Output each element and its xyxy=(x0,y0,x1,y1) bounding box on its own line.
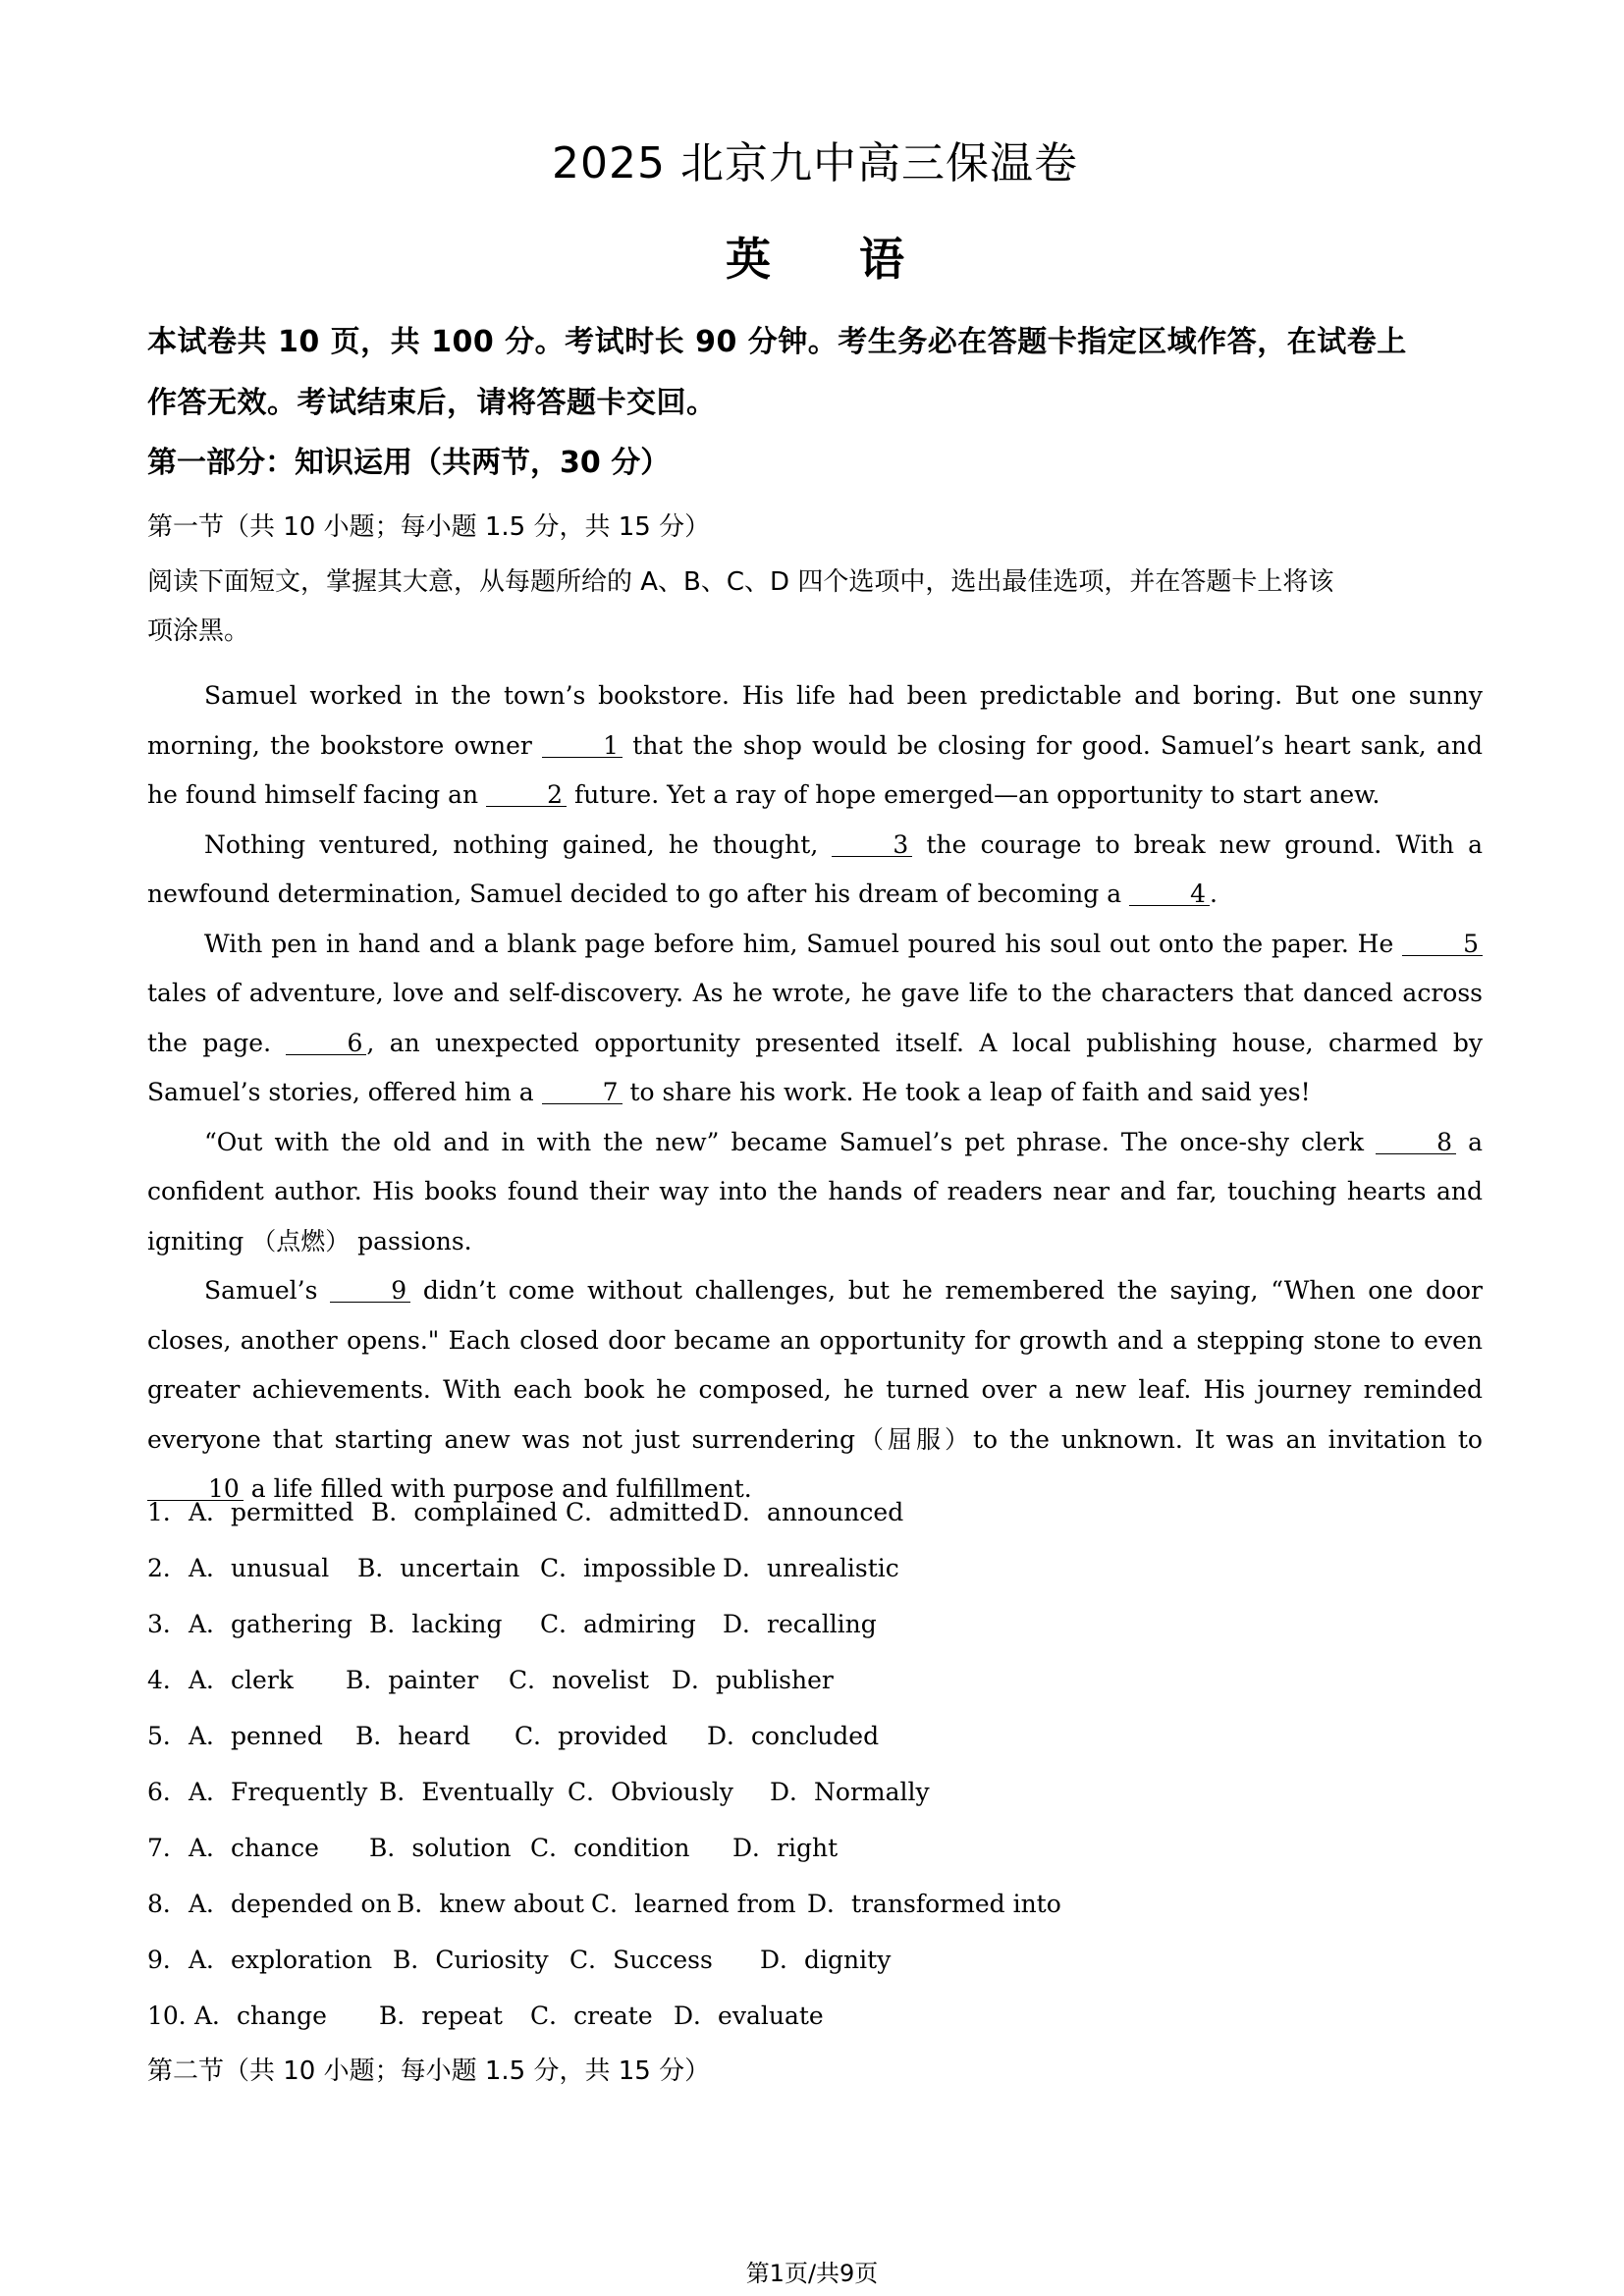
passage-text: the courage to break new ground. With a newfound determination, Samuel decided to go after his dream of becoming a xyxy=(147,829,1483,908)
passage-text: didn’t come without challenges, but he remembered the saying, “When one door closes, another opens." Each closed door became an opportunity for growth and a stepping stone to even greater achievements. With each book he composed, he turned over a new leaf. His journey reminded everyone that starting anew was not just surrendering（屈服）to the unknown. It was an invitation to xyxy=(147,1276,1483,1454)
instructions-line-1: 本试卷共 10 页，共 100 分。考试时长 90 分钟。考生务必在答题卡指定区域作答，在试卷上 xyxy=(147,325,1407,359)
question-number: 1． xyxy=(147,1498,188,1526)
option-b: B．lacking xyxy=(369,1610,503,1638)
option-d: D．dignity xyxy=(760,1946,892,1974)
blank-5: 5 xyxy=(1402,934,1483,956)
question-number: 4． xyxy=(147,1666,188,1694)
option-d: D．unrealistic xyxy=(723,1554,899,1582)
option-b: B．Eventually xyxy=(379,1778,554,1806)
passage-text: Nothing ventured, nothing gained, he thought, xyxy=(204,829,833,859)
option-a: A．penned xyxy=(189,1722,323,1750)
option-a: A．clerk xyxy=(189,1666,294,1694)
passage-text: that the shop would be closing for good. Samuel’s heart sank, and he found himself facing an xyxy=(147,730,1484,809)
question-row xyxy=(147,1484,1483,1540)
option-a: A．change xyxy=(194,2002,327,2030)
option-d: D．transformed into xyxy=(807,1890,1061,1918)
passage-text: Samuel’s xyxy=(204,1276,331,1305)
passage-text: to share his work. He took a leap of faith and said yes! xyxy=(622,1078,1311,1106)
option-a: A．Frequently xyxy=(189,1778,368,1806)
question-number: 3． xyxy=(147,1610,188,1638)
option-c: C．novelist xyxy=(509,1666,650,1694)
question-number: 6． xyxy=(147,1778,188,1806)
blank-3: 3 xyxy=(832,834,912,857)
option-b: B．complained xyxy=(371,1498,558,1526)
part1-heading: 第一部分：知识运用（共两节，30 分） xyxy=(147,446,671,480)
option-c: C．Success xyxy=(569,1946,713,1974)
passage-paragraph-4 xyxy=(147,1118,1483,1267)
passage-paragraph-2 xyxy=(147,821,1483,920)
question-row xyxy=(147,1764,1483,1820)
passage-text: With pen in hand and a blank page before him, Samuel poured his soul out onto the paper. He xyxy=(204,929,1403,958)
question-row xyxy=(147,1652,1483,1708)
option-a: A．gathering xyxy=(189,1610,352,1638)
passage-text: a confident author. His books found their way into the hands of readers near and far, touching hearts and igniting （点燃） passions. xyxy=(147,1127,1483,1255)
option-a: A．unusual xyxy=(189,1554,330,1582)
option-c: C．provided xyxy=(514,1722,669,1750)
section1-heading: 第一节（共 10 小题；每小题 1.5 分，共 15 分） xyxy=(147,512,711,542)
option-d: D．announced xyxy=(723,1498,904,1526)
option-c: C．Obviously xyxy=(568,1778,733,1806)
question-row xyxy=(147,1708,1483,1764)
option-a: A．chance xyxy=(189,1834,319,1862)
section1-directions xyxy=(147,558,1483,656)
blank-10: 10 xyxy=(147,1478,244,1501)
option-d: D．concluded xyxy=(707,1722,880,1750)
exam-page xyxy=(147,0,1483,2296)
blank-2: 2 xyxy=(486,784,567,807)
passage-paragraph-1 xyxy=(147,671,1483,821)
passage-text: “Out with the old and in with the new” became Samuel’s pet phrase. The once-shy clerk xyxy=(204,1127,1377,1156)
question-row xyxy=(147,1820,1483,1876)
blank-9: 9 xyxy=(330,1280,410,1303)
directions-line-1: 阅读下面短文，掌握其大意，从每题所给的 A、B、C、D 四个选项中，选出最佳选项，并在答题卡上将该 xyxy=(147,567,1334,597)
option-a: A．exploration xyxy=(189,1946,373,1974)
question-row xyxy=(147,1596,1483,1652)
question-row xyxy=(147,1876,1483,1932)
blank-1: 1 xyxy=(542,735,623,758)
option-b: B．heard xyxy=(355,1722,471,1750)
exam-instructions xyxy=(147,312,1483,434)
question-number: 5． xyxy=(147,1722,188,1750)
option-b: B．knew about xyxy=(397,1890,584,1918)
option-b: B．solution xyxy=(369,1834,512,1862)
passage-paragraph-5 xyxy=(147,1266,1483,1515)
answer-options xyxy=(147,1484,1483,2044)
blank-7: 7 xyxy=(542,1082,623,1104)
option-b: B．uncertain xyxy=(357,1554,520,1582)
question-number: 9． xyxy=(147,1946,188,1974)
option-c: C．learned from xyxy=(591,1890,796,1918)
option-d: D．Normally xyxy=(770,1778,930,1806)
question-row xyxy=(147,1988,1483,2044)
option-b: B．painter xyxy=(346,1666,479,1694)
option-d: D．evaluate xyxy=(674,2002,824,2030)
passage-text: a life filled with purpose and fulfillment. xyxy=(243,1474,752,1503)
question-number: 7． xyxy=(147,1834,188,1862)
passage-text: future. Yet a ray of hope emerged—an opportunity to start anew. xyxy=(567,780,1380,809)
blank-4: 4 xyxy=(1129,883,1210,906)
blank-6: 6 xyxy=(286,1033,366,1055)
question-number: 8． xyxy=(147,1890,188,1918)
option-c: C．condition xyxy=(530,1834,690,1862)
option-c: C．admiring xyxy=(540,1610,696,1638)
instructions-line-2: 作答无效。考试结束后，请将答题卡交回。 xyxy=(147,386,717,420)
question-number: 2． xyxy=(147,1554,188,1582)
passage-text: Samuel worked in the town’s bookstore. His life had been predictable and boring. But one sunny morning, the bookstore owner xyxy=(147,681,1483,760)
option-d: D．right xyxy=(732,1834,839,1862)
passage-text: , an unexpected opportunity presented itself. A local publishing house, charmed by Samuel’s stories, offered him a xyxy=(147,1028,1484,1106)
option-c: C．admitted xyxy=(566,1498,721,1526)
option-a: A．depended on xyxy=(189,1890,392,1918)
question-number: 10． xyxy=(147,2002,203,2030)
option-d: D．publisher xyxy=(672,1666,834,1694)
passage-text: tales of adventure, love and self-discovery. As he wrote, he gave life to the characters that danced across the page. xyxy=(147,979,1483,1057)
option-b: B．repeat xyxy=(379,2002,503,2030)
blank-8: 8 xyxy=(1376,1132,1456,1154)
section2-heading: 第二节（共 10 小题；每小题 1.5 分，共 15 分） xyxy=(147,2056,711,2086)
page-title: 2025 北京九中高三保温卷 xyxy=(552,138,1078,188)
cloze-passage xyxy=(147,671,1483,1515)
subject-title: 英语 xyxy=(726,233,993,286)
option-b: B．Curiosity xyxy=(393,1946,549,1974)
option-c: C．create xyxy=(530,2002,653,2030)
page-number: 第1页/共9页 xyxy=(745,2260,879,2287)
passage-text: . xyxy=(1210,880,1218,908)
directions-line-2: 项涂黑。 xyxy=(147,616,250,646)
option-d: D．recalling xyxy=(723,1610,877,1638)
question-row xyxy=(147,1932,1483,1988)
passage-paragraph-3 xyxy=(147,920,1483,1118)
option-a: A．permitted xyxy=(189,1498,354,1526)
option-c: C．impossible xyxy=(540,1554,717,1582)
question-row xyxy=(147,1540,1483,1596)
